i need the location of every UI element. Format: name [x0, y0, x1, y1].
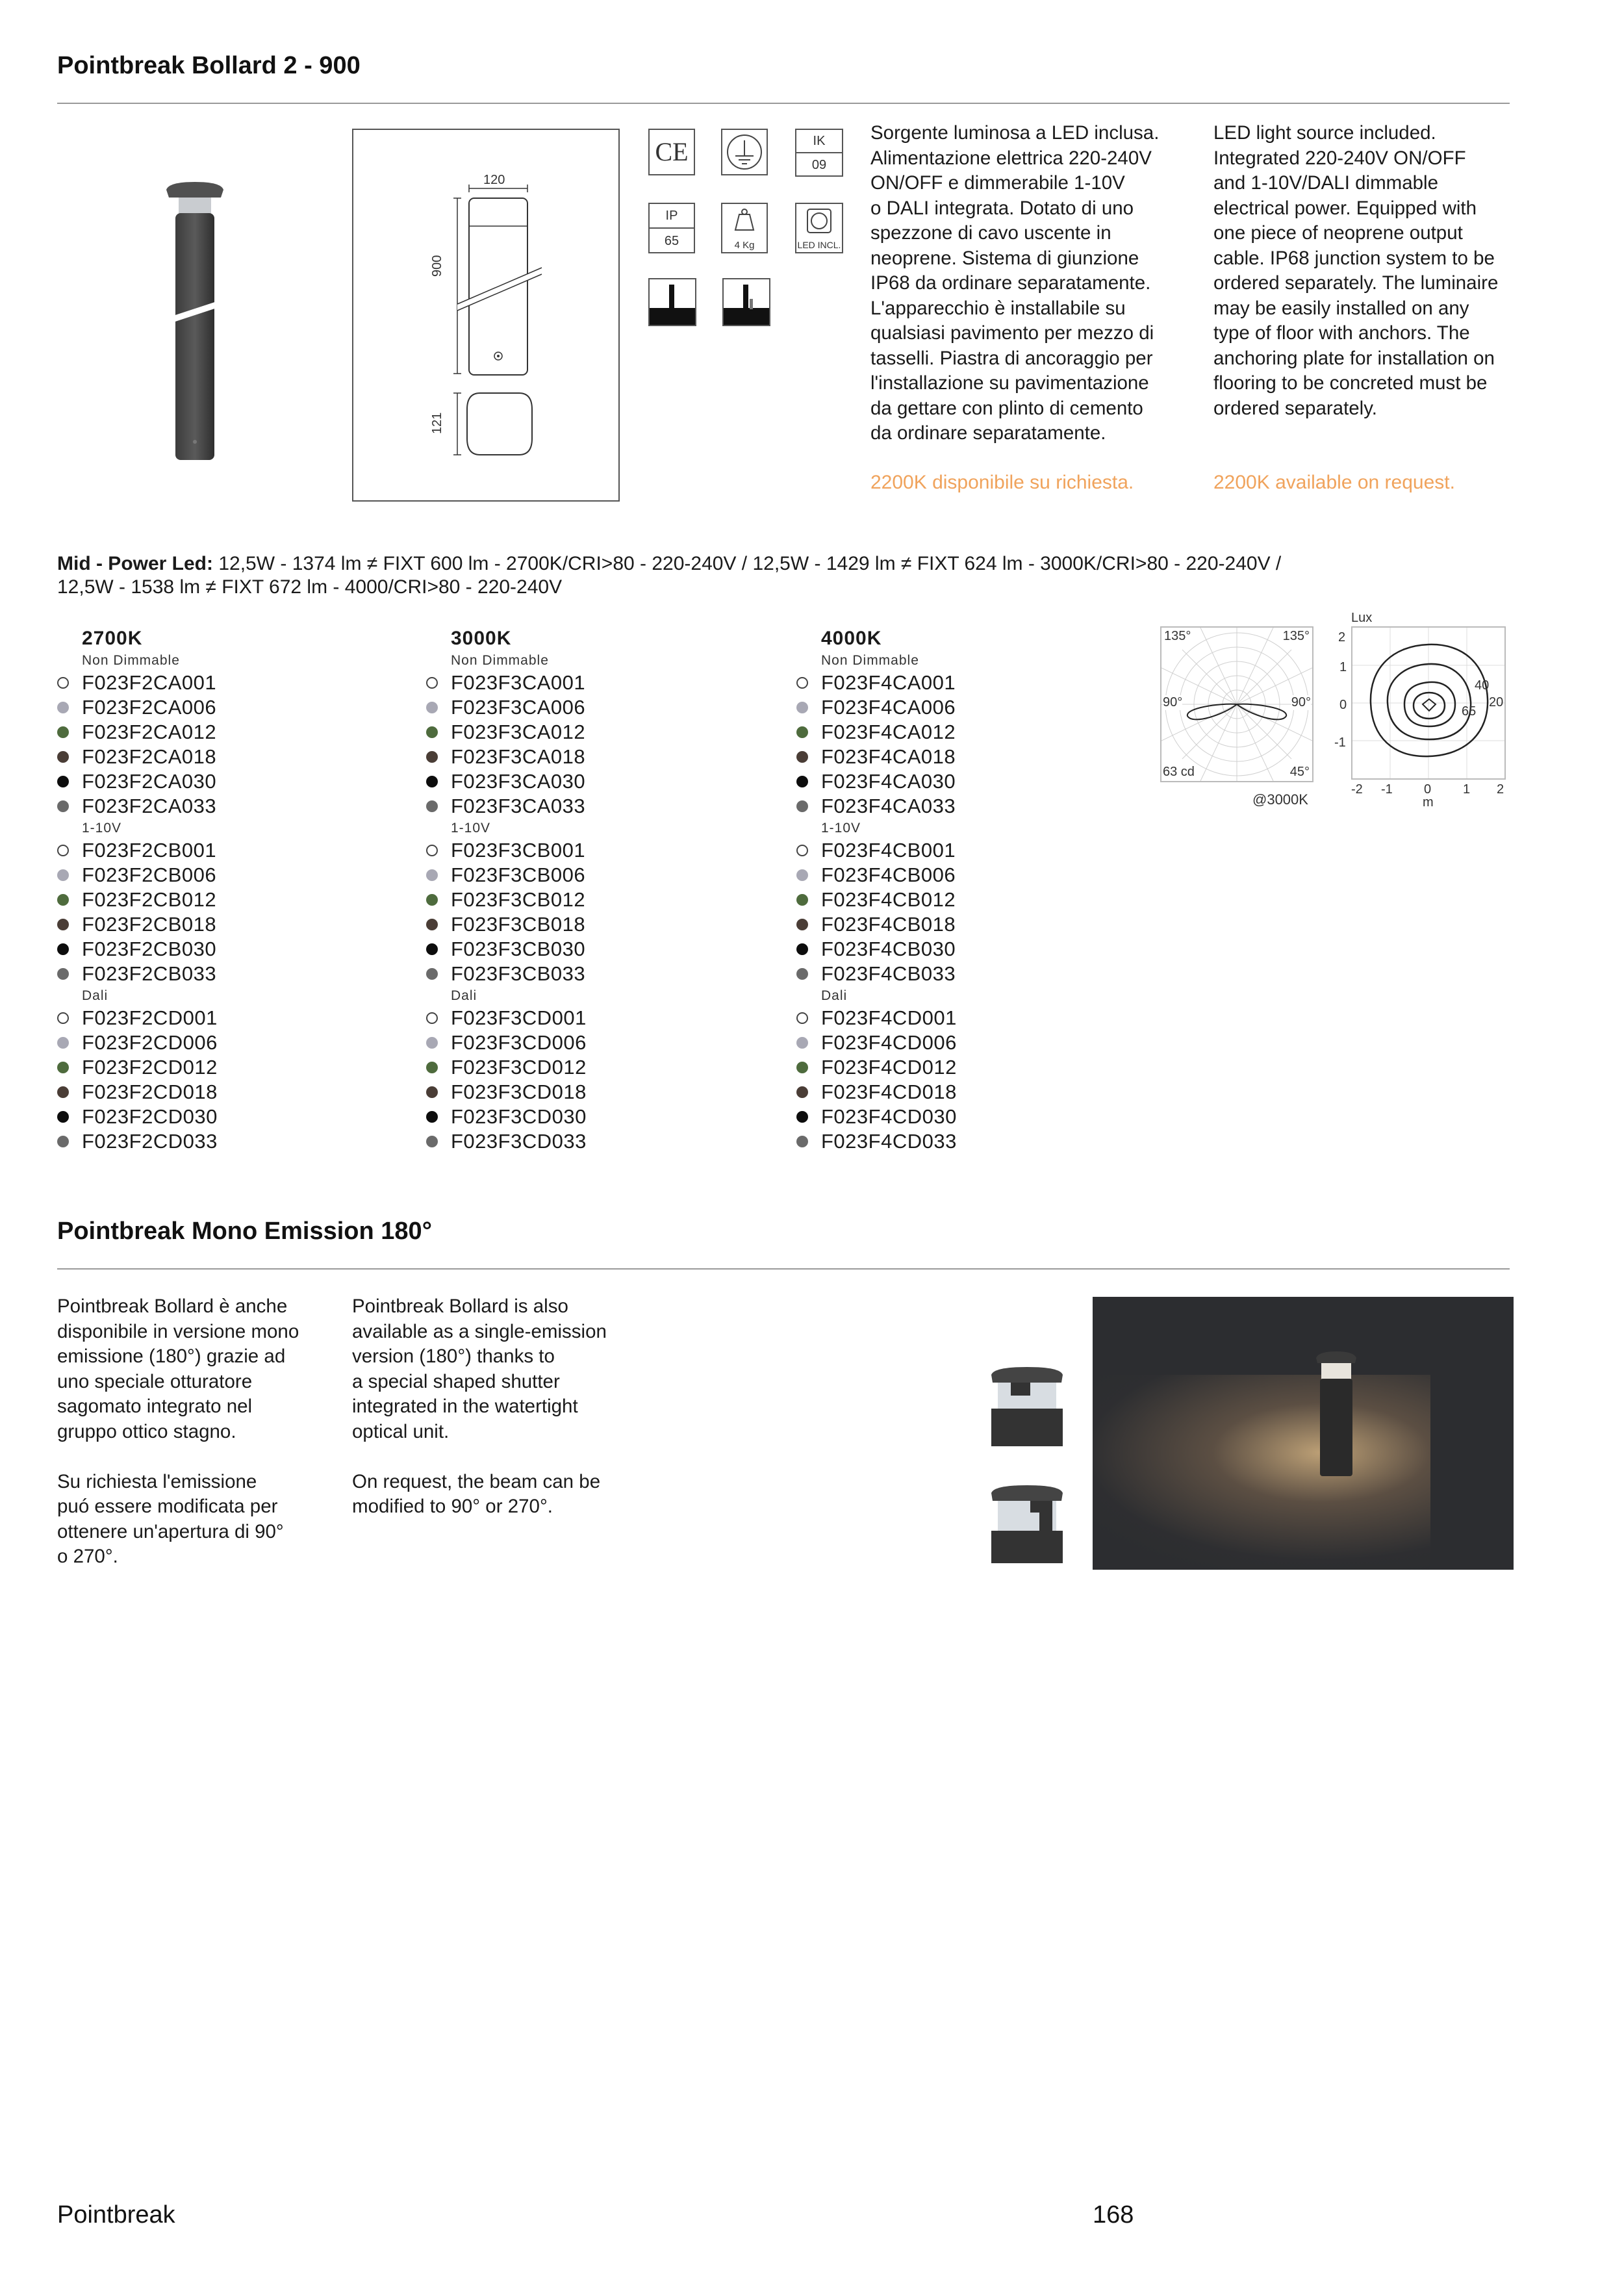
product-code: F023F4CD001 [821, 1006, 957, 1029]
color-temp-heading: 3000K [451, 628, 512, 649]
power-spec [57, 552, 1486, 599]
ik-rating-icon: IK 09 [795, 129, 843, 177]
product-code-row [796, 1105, 957, 1129]
bollard-head-shutter-image [985, 1481, 1069, 1566]
product-code-row [796, 1129, 957, 1154]
product-code-row [57, 888, 218, 912]
dim-base-label: 121 [430, 412, 444, 434]
lux-diagram: 40 65 20 [1351, 626, 1506, 780]
night-installation-photo [1093, 1297, 1514, 1570]
dimming-type-label: Dali [821, 988, 848, 1003]
finish-color-swatch [426, 776, 438, 787]
finish-color-swatch [796, 776, 808, 787]
product-code-row [796, 1030, 957, 1055]
product-code-row [57, 745, 218, 769]
product-code: F023F3CD030 [451, 1105, 587, 1128]
weight-icon: 4 Kg [721, 203, 768, 253]
product-code-row [57, 720, 218, 745]
finish-color-swatch [57, 968, 69, 980]
finish-color-swatch [426, 1111, 438, 1123]
product-code-row [57, 1055, 218, 1080]
product-code-row [426, 671, 587, 695]
product-code-row [426, 769, 587, 794]
product-code: F023F3CA030 [451, 770, 586, 793]
finish-color-swatch [57, 1012, 69, 1024]
product-code: F023F4CB033 [821, 962, 956, 985]
led-included-icon: LED INCL. [795, 203, 843, 253]
bollard-product-image [143, 175, 247, 468]
ip-rating-icon: IP 65 [648, 203, 695, 253]
product-code-row [426, 888, 587, 912]
product-code: F023F2CA018 [82, 745, 217, 768]
product-code-row [426, 1006, 587, 1030]
product-code-row [426, 863, 587, 888]
page-title: Pointbreak Bollard 2 - 900 [57, 52, 361, 79]
product-code-row [796, 794, 957, 819]
finish-color-swatch [57, 702, 69, 713]
product-code-row [57, 912, 218, 937]
finish-color-swatch [57, 1136, 69, 1147]
product-code-row [426, 838, 587, 863]
product-code: F023F4CD033 [821, 1130, 957, 1153]
product-code-row [426, 1105, 587, 1129]
code-column [796, 628, 957, 1154]
finish-color-swatch [426, 1062, 438, 1073]
product-code-row [57, 1105, 218, 1129]
product-code: F023F2CA030 [82, 770, 217, 793]
product-code: F023F4CB030 [821, 938, 956, 960]
product-code-row [426, 1055, 587, 1080]
dimming-type-label: 1-10V [82, 821, 122, 836]
ground-symbol-icon [721, 129, 768, 175]
finish-color-swatch [426, 1037, 438, 1049]
product-code: F023F3CB018 [451, 913, 586, 936]
finish-color-swatch [426, 702, 438, 713]
product-code-row [57, 1080, 218, 1105]
note-2200k-en: 2200K available on request. [1213, 472, 1455, 493]
product-code: F023F2CB033 [82, 962, 217, 985]
product-code-row [57, 671, 218, 695]
finish-color-swatch [796, 1111, 808, 1123]
finish-color-swatch [426, 677, 438, 689]
finish-color-swatch [796, 894, 808, 906]
product-code: F023F2CD033 [82, 1130, 218, 1153]
ground-install-alt-icon [722, 278, 770, 326]
product-code: F023F4CA001 [821, 671, 956, 694]
finish-color-swatch [426, 943, 438, 955]
product-code: F023F2CA006 [82, 696, 217, 719]
finish-color-swatch [426, 869, 438, 881]
finish-color-swatch [426, 919, 438, 930]
finish-color-swatch [796, 751, 808, 763]
product-code-row [57, 794, 218, 819]
product-code-row [796, 838, 957, 863]
finish-color-swatch [57, 1111, 69, 1123]
product-code-row [796, 1080, 957, 1105]
product-code: F023F2CB006 [82, 863, 217, 886]
product-code-row [796, 695, 957, 720]
mono-section-title: Pointbreak Mono Emission 180° [57, 1218, 432, 1245]
finish-color-swatch [796, 702, 808, 713]
spec-line1: 12,5W - 1374 lm ≠ FIXT 600 lm - 2700K/CRI>80 - 220-240V / 12,5W - 1429 lm ≠ FIXT 624 lm - 3000K/CRI>80 - 220-240V / [213, 553, 1282, 574]
mono-divider [57, 1268, 1510, 1270]
finish-color-swatch [796, 800, 808, 812]
product-code: F023F2CD018 [82, 1080, 218, 1103]
product-code: F023F4CA012 [821, 721, 956, 743]
finish-color-swatch [57, 776, 69, 787]
product-code-row [57, 695, 218, 720]
product-code-row [796, 1006, 957, 1030]
dimming-type-label: Non Dimmable [82, 653, 180, 668]
product-code: F023F3CA012 [451, 721, 586, 743]
finish-color-swatch [426, 968, 438, 980]
product-code: F023F3CD033 [451, 1130, 587, 1153]
lux-title: Lux [1351, 611, 1373, 625]
product-code: F023F2CD006 [82, 1031, 218, 1054]
finish-color-swatch [57, 894, 69, 906]
product-code: F023F3CA001 [451, 671, 586, 694]
product-code: F023F2CD030 [82, 1105, 218, 1128]
product-code: F023F4CB012 [821, 888, 956, 911]
product-code: F023F3CD012 [451, 1056, 587, 1079]
product-code-row [426, 962, 587, 986]
finish-color-swatch [796, 1012, 808, 1024]
product-code: F023F3CB012 [451, 888, 586, 911]
product-code: F023F4CD006 [821, 1031, 957, 1054]
product-code-row [796, 962, 957, 986]
code-column [426, 628, 587, 1154]
mono-text-en: Pointbreak Bollard is also available as a single-emission version (180°) thanks to a special shaped shutter integrated in the watertight optical unit. On request, the beam can be modified to 90° or 270°. [352, 1296, 607, 1517]
product-code: F023F4CB018 [821, 913, 956, 936]
finish-color-swatch [57, 800, 69, 812]
product-code-row [796, 720, 957, 745]
description-en: LED light source included. Integrated 220-240V ON/OFF and 1-10V/DALI dimmable electrical power. Equipped with one piece of neoprene output cable. IP68 junction system to be ordered separately. The luminaire may be easily installed on any type of floor with anchors. The anchoring plate for installation on flooring to be concreted must be ordered separately. [1213, 122, 1499, 419]
dimming-type-label: Non Dimmable [821, 653, 919, 668]
product-code-row [57, 1129, 218, 1154]
page-number: 168 [1093, 2201, 1134, 2229]
product-code: F023F4CA006 [821, 696, 956, 719]
product-code: F023F3CB006 [451, 863, 586, 886]
product-code-row [426, 1129, 587, 1154]
product-code: F023F3CA018 [451, 745, 586, 768]
product-code-row [426, 912, 587, 937]
ground-install-icon [648, 278, 696, 326]
color-temp-heading: 4000K [821, 628, 882, 649]
product-code: F023F3CD001 [451, 1006, 587, 1029]
product-code-row [796, 671, 957, 695]
finish-color-swatch [57, 1086, 69, 1098]
product-code: F023F2CA012 [82, 721, 217, 743]
product-code: F023F2CA001 [82, 671, 217, 694]
product-code: F023F2CD001 [82, 1006, 218, 1029]
finish-color-swatch [57, 919, 69, 930]
polar-diagram: 135° 135° 90° 90° 63 cd 45° [1160, 626, 1313, 782]
mono-text-it: Pointbreak Bollard è anche disponibile in versione mono emissione (180°) grazie ad uno speciale otturatore sagomato integrato nel gruppo ottico stagno. Su richiesta l'emissione puó essere modificata per ottenere un'apertura di 90° o 270°. [57, 1296, 299, 1567]
product-code-row [426, 937, 587, 962]
ce-mark-icon: CE [648, 129, 695, 175]
finish-color-swatch [796, 1062, 808, 1073]
finish-color-swatch [796, 726, 808, 738]
dim-height-label: 900 [430, 255, 444, 277]
product-code: F023F2CB012 [82, 888, 217, 911]
finish-color-swatch [796, 1086, 808, 1098]
finish-color-swatch [57, 943, 69, 955]
product-code: F023F4CB001 [821, 839, 956, 862]
finish-color-swatch [426, 726, 438, 738]
product-code-row [57, 1030, 218, 1055]
product-code-row [57, 1006, 218, 1030]
spec-label: Mid - Power Led: [57, 553, 213, 574]
dimming-type-label: Non Dimmable [451, 653, 549, 668]
product-code-row [796, 745, 957, 769]
product-code-row [57, 937, 218, 962]
product-code: F023F2CA033 [82, 795, 217, 817]
dimming-type-label: Dali [82, 988, 108, 1003]
product-code-row [57, 838, 218, 863]
product-code: F023F3CB033 [451, 962, 586, 985]
product-code: F023F2CB018 [82, 913, 217, 936]
dimming-type-label: Dali [451, 988, 477, 1003]
product-code: F023F2CD012 [82, 1056, 218, 1079]
finish-color-swatch [426, 845, 438, 856]
product-code: F023F3CD006 [451, 1031, 587, 1054]
finish-color-swatch [57, 845, 69, 856]
product-code-row [796, 937, 957, 962]
product-code: F023F3CD018 [451, 1080, 587, 1103]
dimming-type-label: 1-10V [821, 821, 861, 836]
finish-color-swatch [796, 845, 808, 856]
finish-color-swatch [57, 726, 69, 738]
product-code: F023F3CB001 [451, 839, 586, 862]
product-code: F023F4CD030 [821, 1105, 957, 1128]
finish-color-swatch [796, 968, 808, 980]
finish-color-swatch [426, 800, 438, 812]
polar-caption: @3000K [1252, 791, 1308, 808]
technical-drawing [352, 129, 620, 502]
product-code-row [796, 863, 957, 888]
dim-width-label: 120 [483, 173, 505, 187]
finish-color-swatch [426, 894, 438, 906]
finish-color-swatch [426, 1136, 438, 1147]
product-code-row [796, 769, 957, 794]
finish-color-swatch [796, 1136, 808, 1147]
product-code-row [796, 912, 957, 937]
color-temp-heading: 2700K [82, 628, 143, 649]
finish-color-swatch [426, 1012, 438, 1024]
product-code-row [57, 769, 218, 794]
product-code: F023F3CA006 [451, 696, 586, 719]
finish-color-swatch [796, 869, 808, 881]
product-code-row [57, 962, 218, 986]
code-column [57, 628, 218, 1154]
product-code: F023F4CA018 [821, 745, 956, 768]
product-code: F023F3CA033 [451, 795, 586, 817]
note-2200k-it: 2200K disponibile su richiesta. [870, 472, 1134, 493]
finish-color-swatch [57, 677, 69, 689]
dimming-type-label: 1-10V [451, 821, 491, 836]
product-code: F023F2CB030 [82, 938, 217, 960]
product-code: F023F4CD012 [821, 1056, 957, 1079]
product-code-row [426, 745, 587, 769]
product-code-row [426, 1080, 587, 1105]
finish-color-swatch [426, 1086, 438, 1098]
finish-color-swatch [796, 1037, 808, 1049]
product-code: F023F4CD018 [821, 1080, 957, 1103]
product-code-row [796, 888, 957, 912]
product-code: F023F2CB001 [82, 839, 217, 862]
finish-color-swatch [57, 869, 69, 881]
spec-line2: 12,5W - 1538 lm ≠ FIXT 672 lm - 4000/CRI>80 - 220-240V [57, 576, 563, 598]
description-it: Sorgente luminosa a LED inclusa. Alimentazione elettrica 220-240V ON/OFF e dimmerabile 1-10V o DALI integrata. Dotato di uno spezzone di cavo uscente in neoprene. Sistema di giunzione IP68 da ordinare separatamente. L'apparecchio è installabile su qualsiasi pavimento per mezzo di tasselli. Piastra di ancoraggio per l'installazione su pavimentazione da gettare con plinto di cemento da ordinare separatamente. [870, 122, 1160, 444]
product-code: F023F3CB030 [451, 938, 586, 960]
product-code: F023F4CB006 [821, 863, 956, 886]
product-code-row [57, 863, 218, 888]
header-divider [57, 103, 1510, 104]
product-code: F023F4CA030 [821, 770, 956, 793]
footer-brand: Pointbreak [57, 2201, 175, 2229]
product-code-row [796, 1055, 957, 1080]
finish-color-swatch [57, 751, 69, 763]
bollard-head-detail-image [985, 1363, 1069, 1448]
finish-color-swatch [796, 677, 808, 689]
finish-color-swatch [796, 943, 808, 955]
product-code-row [426, 720, 587, 745]
finish-color-swatch [796, 919, 808, 930]
product-code-row [426, 695, 587, 720]
finish-color-swatch [57, 1062, 69, 1073]
product-code-row [426, 794, 587, 819]
product-code: F023F4CA033 [821, 795, 956, 817]
finish-color-swatch [426, 751, 438, 763]
finish-color-swatch [57, 1037, 69, 1049]
product-code-row [426, 1030, 587, 1055]
